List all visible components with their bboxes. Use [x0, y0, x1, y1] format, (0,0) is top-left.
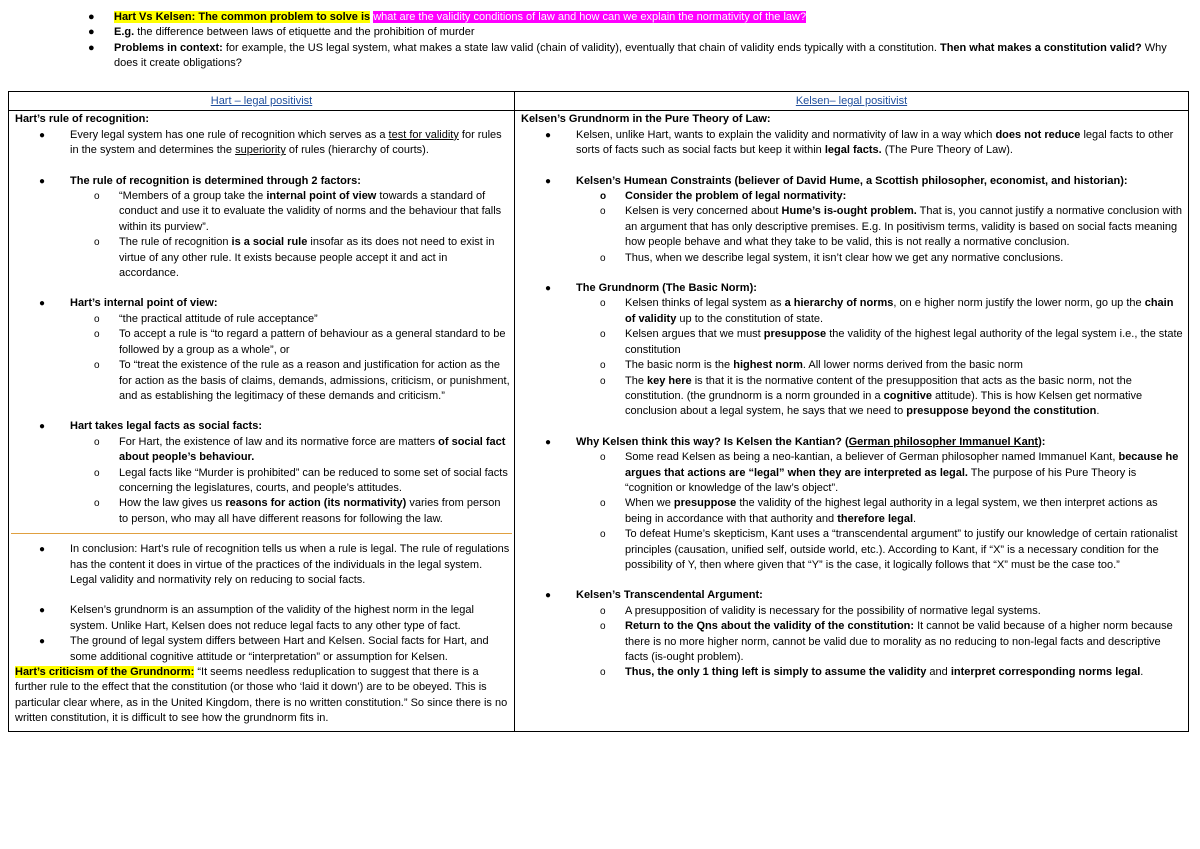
kelsen-bullet-4	[521, 435, 1184, 450]
intro-item-problem	[88, 10, 1168, 25]
bullet-icon: ●	[88, 41, 95, 54]
text-bold: key here	[647, 374, 692, 387]
text: Kelsen, unlike Hart, wants to explain the validity and normativity of law in a way which	[576, 128, 996, 141]
kelsen-sub-3-2	[521, 327, 1184, 358]
text-bold: presuppose	[763, 328, 827, 341]
criticism-text: “It seems needless reduplication to suggest that there is a further rule to the effect that the constitution (or those who ‘laid it down’) are to be obeyed. This is particular clear where, as in the United Kingdom, there is no written constitution.” So since there is no written constitution, it is difficult to see how the grundnorm fits in.	[15, 666, 508, 725]
hart-conclusion-1	[15, 542, 510, 588]
text: That is, you cannot justify a normative conclusion with an argument that has only descriptive premises. E.g. In positivism terms, validity is based on social facts meaning how people behave and what they take to be valid, this is not really a normative conclusion.	[625, 205, 1182, 249]
text-bold: presuppose	[673, 497, 737, 510]
text: of rules (hierarchy of courts).	[285, 144, 429, 157]
hart-sub-4-2	[15, 466, 510, 497]
kelsen-bullet-2	[521, 174, 1184, 189]
circle-bullet-icon: o	[600, 529, 606, 541]
text: for rules in the system and determines the	[70, 128, 502, 157]
text-bold: Return to the Qns about the validity of the constitution:	[625, 620, 915, 633]
hart-title: Hart’s rule of recognition:	[15, 113, 150, 126]
section-divider	[11, 533, 512, 534]
table-header-row	[9, 92, 1189, 111]
text: . All lower norms derived from the basic norm	[802, 359, 1023, 372]
intro-eg-text: the difference between laws of etiquette and the prohibition of murder	[134, 26, 475, 39]
text: Every legal system has one rule of recognition which serves as a	[70, 128, 389, 141]
kelsen-bullet-5	[521, 588, 1184, 603]
text-bold: presuppose beyond the constitution	[906, 405, 1097, 418]
text: In conclusion: Hart’s rule of recognition tells us when a rule is legal. The rule of regulations has the content it does in virtue of the practices of the individuals in the legal system. Legal validity and normativity rely on reducing to social facts.	[70, 543, 510, 586]
circle-bullet-icon: o	[94, 436, 100, 448]
hart-bullet-3	[15, 296, 510, 311]
bullet-icon: ●	[39, 544, 46, 556]
text-underline: superiority	[235, 144, 286, 157]
intro-eg-label: E.g.	[114, 26, 135, 39]
circle-bullet-icon: o	[600, 667, 606, 679]
text: .	[913, 512, 917, 525]
bullet-icon: ●	[39, 298, 46, 310]
text: Hart’s internal point of view:	[70, 297, 218, 310]
hart-sub-4-1	[15, 435, 510, 466]
circle-bullet-icon: o	[600, 206, 606, 218]
text-bold: highest norm	[733, 359, 803, 372]
text: varies from person to person, who may all have different reasons for following the law.	[119, 497, 501, 525]
kelsen-column	[515, 111, 1189, 731]
kelsen-sub-5-2	[521, 619, 1184, 665]
text: towards a standard of conduct and use it to evaluate the validity of norms and the behaviour that falls within its purview”.	[119, 190, 502, 233]
text: , on e higher norm justify the lower norm, go up the	[893, 297, 1145, 310]
circle-bullet-icon: o	[94, 191, 100, 203]
kelsen-sub-4-3	[521, 527, 1184, 573]
hart-sub-2-1	[15, 189, 510, 235]
text: Why Kelsen think this way? Is Kelsen the Kantian? (	[576, 435, 849, 448]
text: Legal facts like “Murder is prohibited” can be reduced to some set of social facts concerning the legislatures, courts, and people’s attitudes.	[119, 466, 508, 494]
circle-bullet-icon: o	[600, 191, 607, 203]
text: insofar as its does not need to exist in virtue of any other rule. It exists because people accept it and act in accordance.	[119, 236, 495, 280]
kelsen-sub-3-4	[521, 374, 1184, 420]
circle-bullet-icon: o	[600, 298, 606, 310]
intro-bullets	[88, 10, 1168, 72]
kelsen-sub-4-1	[521, 450, 1184, 496]
circle-bullet-icon: o	[94, 237, 100, 249]
intro-context-question: Then what makes a constitution valid?	[936, 41, 1142, 54]
bullet-icon: ●	[88, 11, 95, 23]
circle-bullet-icon: o	[600, 498, 606, 510]
text: A presupposition of validity is necessary for the possibility of normative legal systems.	[625, 604, 1041, 617]
text: Kelsen’s grundnorm is an assumption of the validity of the highest norm in the legal system. Unlike Hart, Kelsen does not reduce legal facts to any other type of fact.	[70, 604, 474, 632]
text: Kelsen is very concerned about	[625, 205, 782, 218]
text-underline: test for validity	[388, 128, 459, 141]
text-bold: Thus, the only 1 thing left is simply to assume the validity	[625, 666, 927, 679]
text: To accept a rule is “to regard a pattern of behaviour as a general standard to be followed by a group as a whole”, or	[119, 328, 506, 356]
text: Kelsen thinks of legal system as	[625, 297, 785, 310]
text: Kelsen argues that we must	[625, 328, 764, 341]
text-bold: chain of validity	[625, 297, 1174, 325]
text-bold: is a social rule	[231, 236, 308, 249]
text: It cannot be valid because of a higher norm because there is no more higher norm, cannot be valid due to morality as no reducing to non-legal facts and descriptive facts (is-ought problem).	[625, 620, 1173, 663]
spacer	[15, 404, 510, 419]
text: To defeat Hume’s skepticism, Kant uses a “transcendental argument” to justify our knowledge of certain rationalist principles (causation, unified self, outside world, etc.). According to Kant, if “X” is a necessary condition for the possibility of Y, then where given that “Y” is the case, it logically follows that “X” must be the case too.”	[625, 528, 1178, 571]
kelsen-sub-2-1	[521, 189, 1184, 204]
text: up to the constitution of state.	[676, 312, 824, 325]
kelsen-bullet-3	[521, 281, 1184, 296]
hart-conclusion-3	[15, 634, 510, 665]
text: When we	[625, 497, 674, 510]
text: The rule of recognition	[119, 236, 232, 249]
text: legal facts to other sorts of facts such as social facts but keep it within	[576, 128, 1174, 157]
text: “Members of a group take the	[119, 190, 267, 203]
circle-bullet-icon: o	[94, 498, 100, 510]
bullet-icon: ●	[545, 436, 552, 448]
text: Some read Kelsen as being a neo-kantian, a believer of German philosopher named Immanuel Kant,	[625, 451, 1119, 464]
kelsen-sub-2-3	[521, 251, 1184, 266]
bullet-icon: ●	[39, 605, 46, 617]
text-bold: Hume’s is-ought problem.	[781, 205, 917, 218]
text: Thus, when we describe legal system, it isn’t clear how we get any normative conclusions.	[625, 251, 1064, 264]
text-bold: reasons for action (its normativity)	[225, 497, 407, 510]
text: attitude). This is how Kelsen get normative conclusion about a legal system, he says that we need to	[625, 389, 1143, 418]
intro-bold-prefix: Hart Vs Kelsen: The common problem to solve is	[114, 11, 371, 23]
text-bold: a hierarchy of norms	[784, 297, 894, 310]
circle-bullet-icon: o	[94, 467, 100, 479]
spacer	[15, 159, 510, 174]
criticism-label: Hart’s criticism of the Grundnorm:	[15, 666, 195, 678]
text: Hart takes legal facts as social facts:	[70, 420, 262, 433]
text-bold: because he argues that actions are “legal” when they are interpreted as legal.	[625, 451, 1179, 479]
hart-bullet-4	[15, 419, 510, 434]
hart-bullet-1	[15, 128, 510, 159]
circle-bullet-icon: o	[600, 605, 606, 617]
spacer	[521, 266, 1184, 281]
spacer	[521, 420, 1184, 435]
text-bold: does not reduce	[995, 128, 1081, 141]
circle-bullet-icon: o	[600, 452, 606, 464]
circle-bullet-icon: o	[94, 313, 100, 325]
text: .	[1096, 405, 1100, 418]
circle-bullet-icon: o	[94, 329, 100, 341]
circle-bullet-icon: o	[600, 360, 606, 372]
hart-sub-4-3	[15, 496, 510, 527]
spacer	[15, 588, 510, 603]
kelsen-sub-5-1	[521, 604, 1184, 619]
text: To “treat the existence of the rule as a reason and justification for action as the for action as the basis of claims, demands, admissions, criticism, or punishment, and as establishing the legitimacy of these demands and criticism.”	[119, 359, 510, 402]
circle-bullet-icon: o	[600, 621, 606, 633]
circle-bullet-icon: o	[600, 252, 606, 264]
kelsen-sub-3-3	[521, 358, 1184, 373]
intro-context-tail: Why does it create obligations?	[114, 41, 1167, 70]
circle-bullet-icon: o	[94, 360, 100, 372]
text-bold: interpret corresponding norms legal	[950, 666, 1141, 679]
hart-header: Hart – legal positivist	[9, 92, 515, 111]
text-bold: of social fact about people’s behaviour.	[119, 435, 506, 464]
kelsen-sub-4-2	[521, 496, 1184, 527]
hart-sub-3-2	[15, 327, 510, 358]
comparison-table	[8, 91, 1189, 732]
hart-conclusion-2	[15, 603, 510, 634]
table-content-row	[9, 111, 1189, 731]
intro-context-text: for example, the US legal system, what makes a state law valid (chain of validity), eventually that chain of validity ends typically with a constitution.	[222, 41, 937, 54]
kelsen-title: Kelsen’s Grundnorm in the Pure Theory of Law:	[521, 113, 771, 126]
text: The rule of recognition is determined through 2 factors:	[70, 174, 361, 187]
intro-item-example	[88, 25, 1168, 40]
text: ):	[1038, 435, 1046, 448]
hart-criticism	[15, 665, 510, 727]
text: The Grundnorm (The Basic Norm):	[576, 282, 757, 295]
bullet-icon: ●	[545, 175, 552, 187]
intro-highlight: what are the validity conditions of law and how can we explain the normativity of the law?	[373, 11, 807, 23]
hart-sub-3-3	[15, 358, 510, 404]
spacer	[521, 573, 1184, 588]
hart-sub-2-2	[15, 235, 510, 281]
kelsen-bullet-1	[521, 128, 1184, 159]
text-bold: cognitive	[883, 389, 932, 402]
circle-bullet-icon: o	[600, 329, 606, 341]
bullet-icon: ●	[39, 421, 46, 433]
intro-item-context	[88, 41, 1168, 72]
bullet-icon: ●	[545, 129, 552, 141]
text: is that it is the normative content of the presupposition that acts as the basic norm, not the constitution. (the grundnorm is a norm grounded in a	[625, 374, 1132, 402]
text-bold: legal facts.	[824, 144, 882, 157]
kelsen-sub-3-1	[521, 296, 1184, 327]
kelsen-sub-2-2	[521, 204, 1184, 250]
intro-context-label: Problems in context:	[114, 41, 223, 54]
hart-bullet-2	[15, 174, 510, 189]
spacer	[15, 281, 510, 296]
text: The	[625, 374, 648, 387]
text-underline: German philosopher Immanuel Kant	[848, 435, 1039, 448]
bullet-icon: ●	[39, 129, 46, 141]
text: (The Pure Theory of Law).	[881, 144, 1013, 157]
text: Kelsen’s Humean Constraints (believer of David Hume, a Scottish philosopher, economist, and historian):	[576, 174, 1128, 187]
text: and	[926, 666, 951, 679]
hart-sub-3-1	[15, 312, 510, 327]
text: the validity of the highest legal authority in a legal system, we then interpret actions as being in accordance with that authority and	[625, 497, 1158, 525]
bullet-icon: ●	[39, 636, 46, 648]
circle-bullet-icon: o	[600, 375, 606, 387]
text: Kelsen’s Transcendental Argument:	[576, 589, 763, 602]
text: The basic norm is the	[625, 359, 734, 372]
text: Consider the problem of legal normativity:	[625, 190, 847, 203]
text: The purpose of his Pure Theory is “cognition or knowledge of the law’s object”.	[625, 466, 1137, 494]
kelsen-header: Kelsen– legal positivist	[515, 92, 1189, 111]
text: The ground of legal system differs between Hart and Kelsen. Social facts for Hart, and some additional cognitive attitude or “interpretation” or assumption for Kelsen.	[70, 635, 489, 663]
text: .	[1140, 666, 1144, 679]
hart-column	[9, 111, 515, 731]
text: For Hart, the existence of law and its normative force are matters	[119, 435, 439, 448]
bullet-icon: ●	[545, 283, 552, 295]
bullet-icon: ●	[88, 26, 95, 39]
text: “the practical attitude of rule acceptance”	[119, 312, 318, 325]
bullet-icon: ●	[545, 590, 552, 602]
text-bold: therefore legal	[837, 512, 914, 525]
bullet-icon: ●	[39, 175, 46, 187]
text: How the law gives us	[119, 497, 226, 510]
spacer	[521, 159, 1184, 174]
text-bold: internal point of view	[266, 190, 377, 203]
text: the validity of the highest legal authority of the legal system i.e., the state constitution	[625, 328, 1183, 356]
kelsen-sub-5-3	[521, 665, 1184, 680]
